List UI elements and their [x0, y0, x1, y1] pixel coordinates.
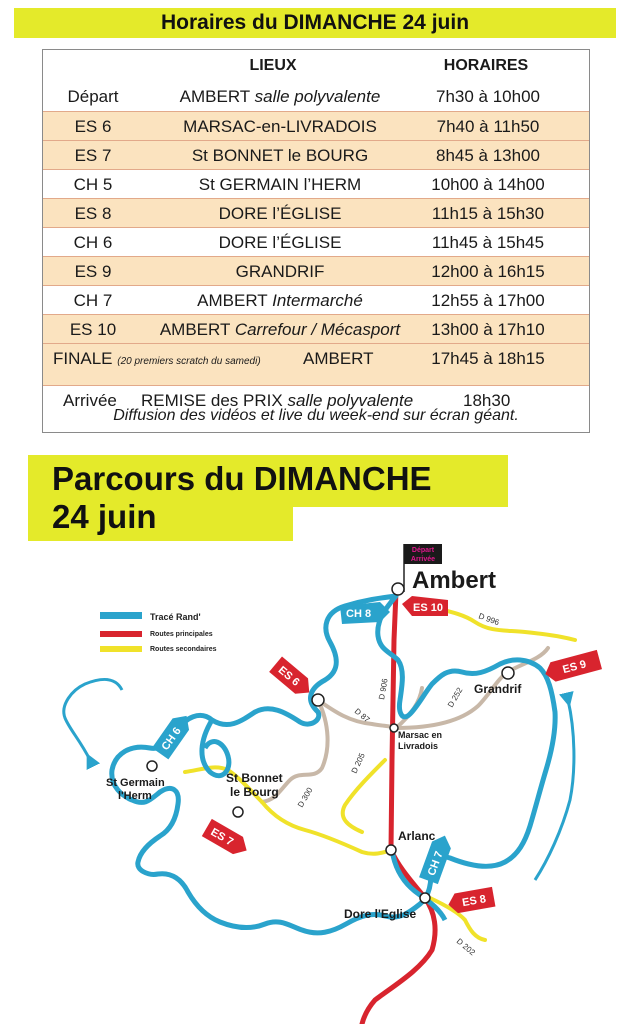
svg-text:ES 8: ES 8	[461, 893, 487, 910]
tag-es7	[202, 819, 252, 859]
table-row: ES 7 St BONNET le BOURG 8h45 à 13h00	[43, 140, 589, 169]
table-row: Départ AMBERT salle polyvalente 7h30 à 10h00	[67, 87, 540, 106]
parcours-title: Parcours du DIMANCHE 24 juin	[52, 460, 432, 535]
table-row: ES 6 MARSAC-en-LIVRADOIS 7h40 à 11h50	[43, 111, 589, 140]
schedule-title: Horaires du DIMANCHE 24 juin	[160, 11, 470, 34]
tag-es9	[543, 650, 602, 684]
table-row: CH 6 DORE l’ÉGLISE 11h45 à 15h45	[43, 227, 589, 256]
town-marsac-2: Livradois	[398, 741, 439, 751]
svg-text:ES 10: ES 10	[413, 602, 443, 614]
west-arrow	[64, 679, 122, 760]
tag-es10	[402, 596, 448, 616]
town-marsac-1: Marsac en	[398, 730, 443, 740]
table-header	[43, 50, 589, 82]
arrival-row: Arrivée REMISE des PRIX salle polyvalente 18h30	[43, 385, 589, 408]
map-legend	[100, 612, 217, 653]
table-row: ES 10 AMBERT Carrefour / Mécasport 13h00 à 17h10	[43, 314, 589, 343]
table-row-finale: FINALE (20 premiers scratch du samedi) AMBERT 17h45 à 18h15	[43, 343, 589, 385]
svg-text:ES 7: ES 7	[208, 826, 236, 849]
legend-secondaires: Routes secondaires	[150, 646, 217, 653]
schedule-title-banner	[14, 8, 616, 38]
tag-ch8	[340, 602, 390, 624]
svg-text:CH 6: CH 6	[159, 725, 184, 753]
legend-trace: Tracé Rand'	[150, 612, 201, 622]
svg-text:D 906: D 906	[377, 677, 390, 701]
town-ambert: Ambert	[412, 567, 497, 594]
table-row: ES 8 DORE l’ÉGLISE 11h15 à 15h30	[43, 198, 589, 227]
svg-text:Départ: Départ	[411, 547, 435, 554]
table-row: CH 7 AMBERT Intermarché 12h55 à 17h00	[43, 285, 589, 314]
header-lieux: LIEUX	[249, 57, 297, 74]
svg-text:D 87: D 87	[352, 706, 372, 725]
footer-note: Diffusion des vidéos et live du week-end sur écran géant.	[113, 407, 519, 424]
town-germain-2: l'Herm	[118, 790, 152, 802]
svg-text:CH 7: CH 7	[425, 849, 446, 878]
svg-text:D 300: D 300	[295, 786, 315, 809]
svg-text:D 996: D 996	[477, 611, 501, 628]
header-horaires: HORAIRES	[443, 57, 529, 74]
town-dore: Dore l'Eglise	[344, 907, 417, 921]
table-row: ES 9 GRANDRIF 12h00 à 16h15	[43, 256, 589, 285]
svg-text:ES 6: ES 6	[275, 664, 302, 689]
svg-text:D 205: D 205	[349, 751, 367, 775]
town-bonnet-2: le Bourg	[230, 785, 279, 799]
svg-text:D 202: D 202	[454, 936, 477, 958]
route-map	[0, 540, 636, 1024]
town-germain-1: St Germain	[106, 777, 165, 789]
legend-principales: Routes principales	[150, 631, 213, 638]
table-row: CH 5 St GERMAIN l’HERM 10h00 à 14h00	[43, 169, 589, 198]
stage-tags	[152, 596, 602, 915]
schedule-table	[42, 49, 590, 433]
svg-text:Arrivée: Arrivée	[410, 556, 436, 563]
town-arlanc: Arlanc	[398, 829, 436, 843]
svg-text:ES 9: ES 9	[561, 658, 588, 677]
svg-text:D 252: D 252	[445, 686, 465, 709]
town-grandrif: Grandrif	[474, 682, 522, 696]
svg-text:CH 8: CH 8	[346, 608, 372, 620]
town-bonnet-1: St Bonnet	[226, 771, 283, 785]
main-road	[362, 592, 435, 1024]
